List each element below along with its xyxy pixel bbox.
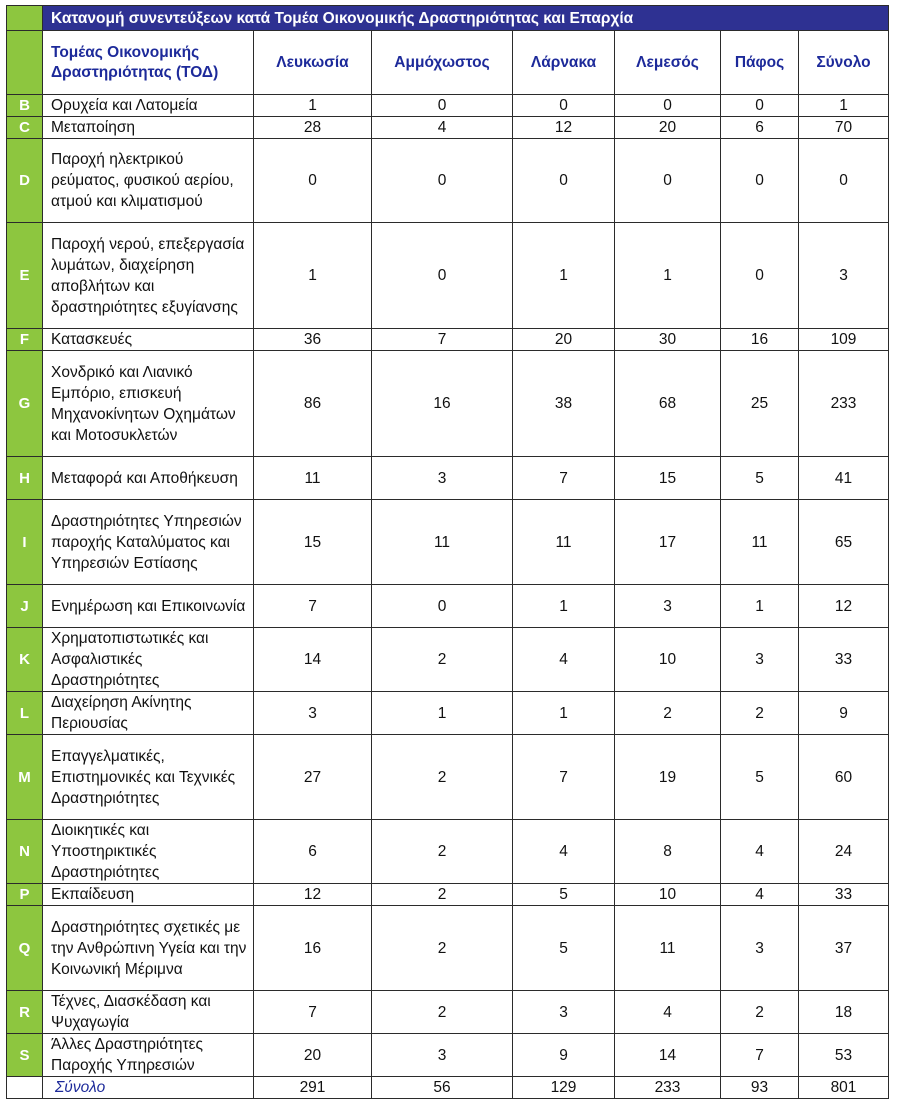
cell-value: 16 xyxy=(254,906,372,991)
sector-code: N xyxy=(7,820,43,884)
column-header-pafos: Πάφος xyxy=(721,31,799,95)
total-value: 93 xyxy=(721,1077,799,1099)
sector-name: Δραστηριότητες Υπηρεσιών παροχής Καταλύματος και Υπηρεσιών Εστίασης xyxy=(43,500,254,585)
total-value: 801 xyxy=(799,1077,889,1099)
sector-name: Διοικητικές και Υποστηρικτικές Δραστηριότητες xyxy=(43,820,254,884)
sector-name: Τέχνες, Διασκέδαση και Ψυχαγωγία xyxy=(43,991,254,1034)
cell-value: 41 xyxy=(799,457,889,500)
sector-code: K xyxy=(7,628,43,692)
cell-value: 4 xyxy=(615,991,721,1034)
sector-name: Εκπαίδευση xyxy=(43,884,254,906)
cell-value: 2 xyxy=(372,820,513,884)
table-row xyxy=(7,500,889,585)
header-row xyxy=(7,31,889,95)
column-header-larnaka: Λάρνακα xyxy=(513,31,615,95)
cell-value: 1 xyxy=(513,223,615,329)
cell-value: 33 xyxy=(799,628,889,692)
cell-value: 25 xyxy=(721,351,799,457)
table-row xyxy=(7,1034,889,1077)
cell-value: 7 xyxy=(513,457,615,500)
sector-code: R xyxy=(7,991,43,1034)
cell-value: 4 xyxy=(372,117,513,139)
cell-value: 11 xyxy=(254,457,372,500)
cell-value: 0 xyxy=(721,223,799,329)
column-header-lefkosia: Λευκωσία xyxy=(254,31,372,95)
interviews-table xyxy=(6,5,889,1099)
table-row xyxy=(7,735,889,820)
sector-name: Μεταφορά και Αποθήκευση xyxy=(43,457,254,500)
cell-value: 7 xyxy=(372,329,513,351)
sector-code: H xyxy=(7,457,43,500)
cell-value: 3 xyxy=(615,585,721,628)
cell-value: 1 xyxy=(372,692,513,735)
cell-value: 70 xyxy=(799,117,889,139)
cell-value: 1 xyxy=(721,585,799,628)
cell-value: 0 xyxy=(372,585,513,628)
sector-name: Κατασκευές xyxy=(43,329,254,351)
table-row xyxy=(7,351,889,457)
header-corner xyxy=(7,31,43,95)
total-value: 233 xyxy=(615,1077,721,1099)
cell-value: 5 xyxy=(513,884,615,906)
cell-value: 20 xyxy=(254,1034,372,1077)
cell-value: 2 xyxy=(615,692,721,735)
cell-value: 3 xyxy=(721,906,799,991)
total-value: 129 xyxy=(513,1077,615,1099)
cell-value: 0 xyxy=(799,139,889,223)
table-row xyxy=(7,692,889,735)
cell-value: 3 xyxy=(513,991,615,1034)
table-row xyxy=(7,95,889,117)
cell-value: 1 xyxy=(615,223,721,329)
cell-value: 11 xyxy=(615,906,721,991)
cell-value: 10 xyxy=(615,628,721,692)
table-row xyxy=(7,628,889,692)
sector-code: D xyxy=(7,139,43,223)
cell-value: 24 xyxy=(799,820,889,884)
cell-value: 4 xyxy=(513,820,615,884)
cell-value: 6 xyxy=(721,117,799,139)
sector-name: Επαγγελματικές, Επιστημονικές και Τεχνικές Δραστηριότητες xyxy=(43,735,254,820)
table-row xyxy=(7,991,889,1034)
cell-value: 33 xyxy=(799,884,889,906)
cell-value: 233 xyxy=(799,351,889,457)
sector-code: E xyxy=(7,223,43,329)
sector-header: Τομέας Οικονομικής Δραστηριότητας (ΤΟΔ) xyxy=(43,31,254,95)
sector-code: B xyxy=(7,95,43,117)
title-row xyxy=(7,6,889,31)
cell-value: 1 xyxy=(799,95,889,117)
column-header-ammochostos: Αμμόχωστος xyxy=(372,31,513,95)
cell-value: 2 xyxy=(372,991,513,1034)
cell-value: 6 xyxy=(254,820,372,884)
table-row xyxy=(7,820,889,884)
cell-value: 1 xyxy=(254,95,372,117)
cell-value: 16 xyxy=(372,351,513,457)
sector-name: Άλλες Δραστηριότητες Παροχής Υπηρεσιών xyxy=(43,1034,254,1077)
cell-value: 0 xyxy=(372,223,513,329)
sector-code: S xyxy=(7,1034,43,1077)
cell-value: 9 xyxy=(799,692,889,735)
cell-value: 12 xyxy=(254,884,372,906)
cell-value: 1 xyxy=(254,223,372,329)
sector-name: Δραστηριότητες σχετικές με την Ανθρώπινη Υγεία και την Κοινωνική Μέριμνα xyxy=(43,906,254,991)
cell-value: 7 xyxy=(254,585,372,628)
cell-value: 3 xyxy=(254,692,372,735)
cell-value: 15 xyxy=(254,500,372,585)
sector-code: F xyxy=(7,329,43,351)
cell-value: 9 xyxy=(513,1034,615,1077)
title-corner xyxy=(7,6,43,31)
cell-value: 28 xyxy=(254,117,372,139)
table-container xyxy=(6,5,889,1099)
cell-value: 0 xyxy=(372,139,513,223)
sector-name: Παροχή ηλεκτρικού ρεύματος, φυσικού αερίου, ατμού και κλιματισμού xyxy=(43,139,254,223)
cell-value: 11 xyxy=(372,500,513,585)
cell-value: 12 xyxy=(799,585,889,628)
sector-name: Χρηματοπιστωτικές και Ασφαλιστικές Δραστηριότητες xyxy=(43,628,254,692)
cell-value: 2 xyxy=(721,991,799,1034)
sector-code: C xyxy=(7,117,43,139)
cell-value: 4 xyxy=(721,884,799,906)
cell-value: 5 xyxy=(513,906,615,991)
cell-value: 4 xyxy=(513,628,615,692)
total-value: 56 xyxy=(372,1077,513,1099)
column-header-total: Σύνολο xyxy=(799,31,889,95)
cell-value: 19 xyxy=(615,735,721,820)
cell-value: 1 xyxy=(513,692,615,735)
cell-value: 7 xyxy=(513,735,615,820)
cell-value: 12 xyxy=(513,117,615,139)
cell-value: 65 xyxy=(799,500,889,585)
table-row xyxy=(7,906,889,991)
cell-value: 2 xyxy=(372,735,513,820)
sector-name: Χονδρικό και Λιανικό Εμπόριο, επισκευή Μηχανοκίνητων Οχημάτων και Μοτοσυκλετών xyxy=(43,351,254,457)
table-row xyxy=(7,329,889,351)
cell-value: 109 xyxy=(799,329,889,351)
cell-value: 11 xyxy=(721,500,799,585)
cell-value: 36 xyxy=(254,329,372,351)
cell-value: 3 xyxy=(372,457,513,500)
table-title: Κατανομή συνεντεύξεων κατά Τομέα Οικονομικής Δραστηριότητας και Επαρχία xyxy=(43,6,889,31)
sector-code: M xyxy=(7,735,43,820)
cell-value: 2 xyxy=(372,906,513,991)
cell-value: 60 xyxy=(799,735,889,820)
cell-value: 14 xyxy=(254,628,372,692)
sector-name: Ορυχεία και Λατομεία xyxy=(43,95,254,117)
cell-value: 27 xyxy=(254,735,372,820)
cell-value: 2 xyxy=(721,692,799,735)
cell-value: 38 xyxy=(513,351,615,457)
cell-value: 20 xyxy=(615,117,721,139)
cell-value: 68 xyxy=(615,351,721,457)
sector-code: P xyxy=(7,884,43,906)
sector-name: Ενημέρωση και Επικοινωνία xyxy=(43,585,254,628)
total-label: Σύνολο xyxy=(43,1077,254,1099)
sector-name: Διαχείρηση Ακίνητης Περιουσίας xyxy=(43,692,254,735)
cell-value: 2 xyxy=(372,628,513,692)
cell-value: 7 xyxy=(254,991,372,1034)
cell-value: 37 xyxy=(799,906,889,991)
cell-value: 3 xyxy=(799,223,889,329)
total-value: 291 xyxy=(254,1077,372,1099)
cell-value: 8 xyxy=(615,820,721,884)
cell-value: 3 xyxy=(372,1034,513,1077)
cell-value: 0 xyxy=(254,139,372,223)
table-row xyxy=(7,585,889,628)
cell-value: 20 xyxy=(513,329,615,351)
cell-value: 16 xyxy=(721,329,799,351)
sector-name: Παροχή νερού, επεξεργασία λυμάτων, διαχείρηση αποβλήτων και δραστηριότητες εξυγίανσης xyxy=(43,223,254,329)
cell-value: 1 xyxy=(513,585,615,628)
cell-value: 17 xyxy=(615,500,721,585)
cell-value: 5 xyxy=(721,735,799,820)
cell-value: 5 xyxy=(721,457,799,500)
table-row xyxy=(7,139,889,223)
cell-value: 0 xyxy=(721,95,799,117)
total-row xyxy=(7,1077,889,1099)
table-row xyxy=(7,223,889,329)
cell-value: 11 xyxy=(513,500,615,585)
table-body xyxy=(7,95,889,1077)
cell-value: 10 xyxy=(615,884,721,906)
sector-name: Μεταποίηση xyxy=(43,117,254,139)
sector-code: J xyxy=(7,585,43,628)
table-row xyxy=(7,457,889,500)
cell-value: 2 xyxy=(372,884,513,906)
cell-value: 0 xyxy=(615,139,721,223)
cell-value: 0 xyxy=(513,95,615,117)
sector-code: G xyxy=(7,351,43,457)
cell-value: 53 xyxy=(799,1034,889,1077)
table-row xyxy=(7,884,889,906)
table-row xyxy=(7,117,889,139)
cell-value: 18 xyxy=(799,991,889,1034)
total-code-cell xyxy=(7,1077,43,1099)
sector-code: Q xyxy=(7,906,43,991)
cell-value: 0 xyxy=(372,95,513,117)
column-header-lemesos: Λεμεσός xyxy=(615,31,721,95)
sector-code: I xyxy=(7,500,43,585)
cell-value: 3 xyxy=(721,628,799,692)
cell-value: 15 xyxy=(615,457,721,500)
cell-value: 0 xyxy=(513,139,615,223)
sector-code: L xyxy=(7,692,43,735)
cell-value: 4 xyxy=(721,820,799,884)
cell-value: 0 xyxy=(721,139,799,223)
cell-value: 14 xyxy=(615,1034,721,1077)
cell-value: 30 xyxy=(615,329,721,351)
cell-value: 0 xyxy=(615,95,721,117)
cell-value: 86 xyxy=(254,351,372,457)
cell-value: 7 xyxy=(721,1034,799,1077)
